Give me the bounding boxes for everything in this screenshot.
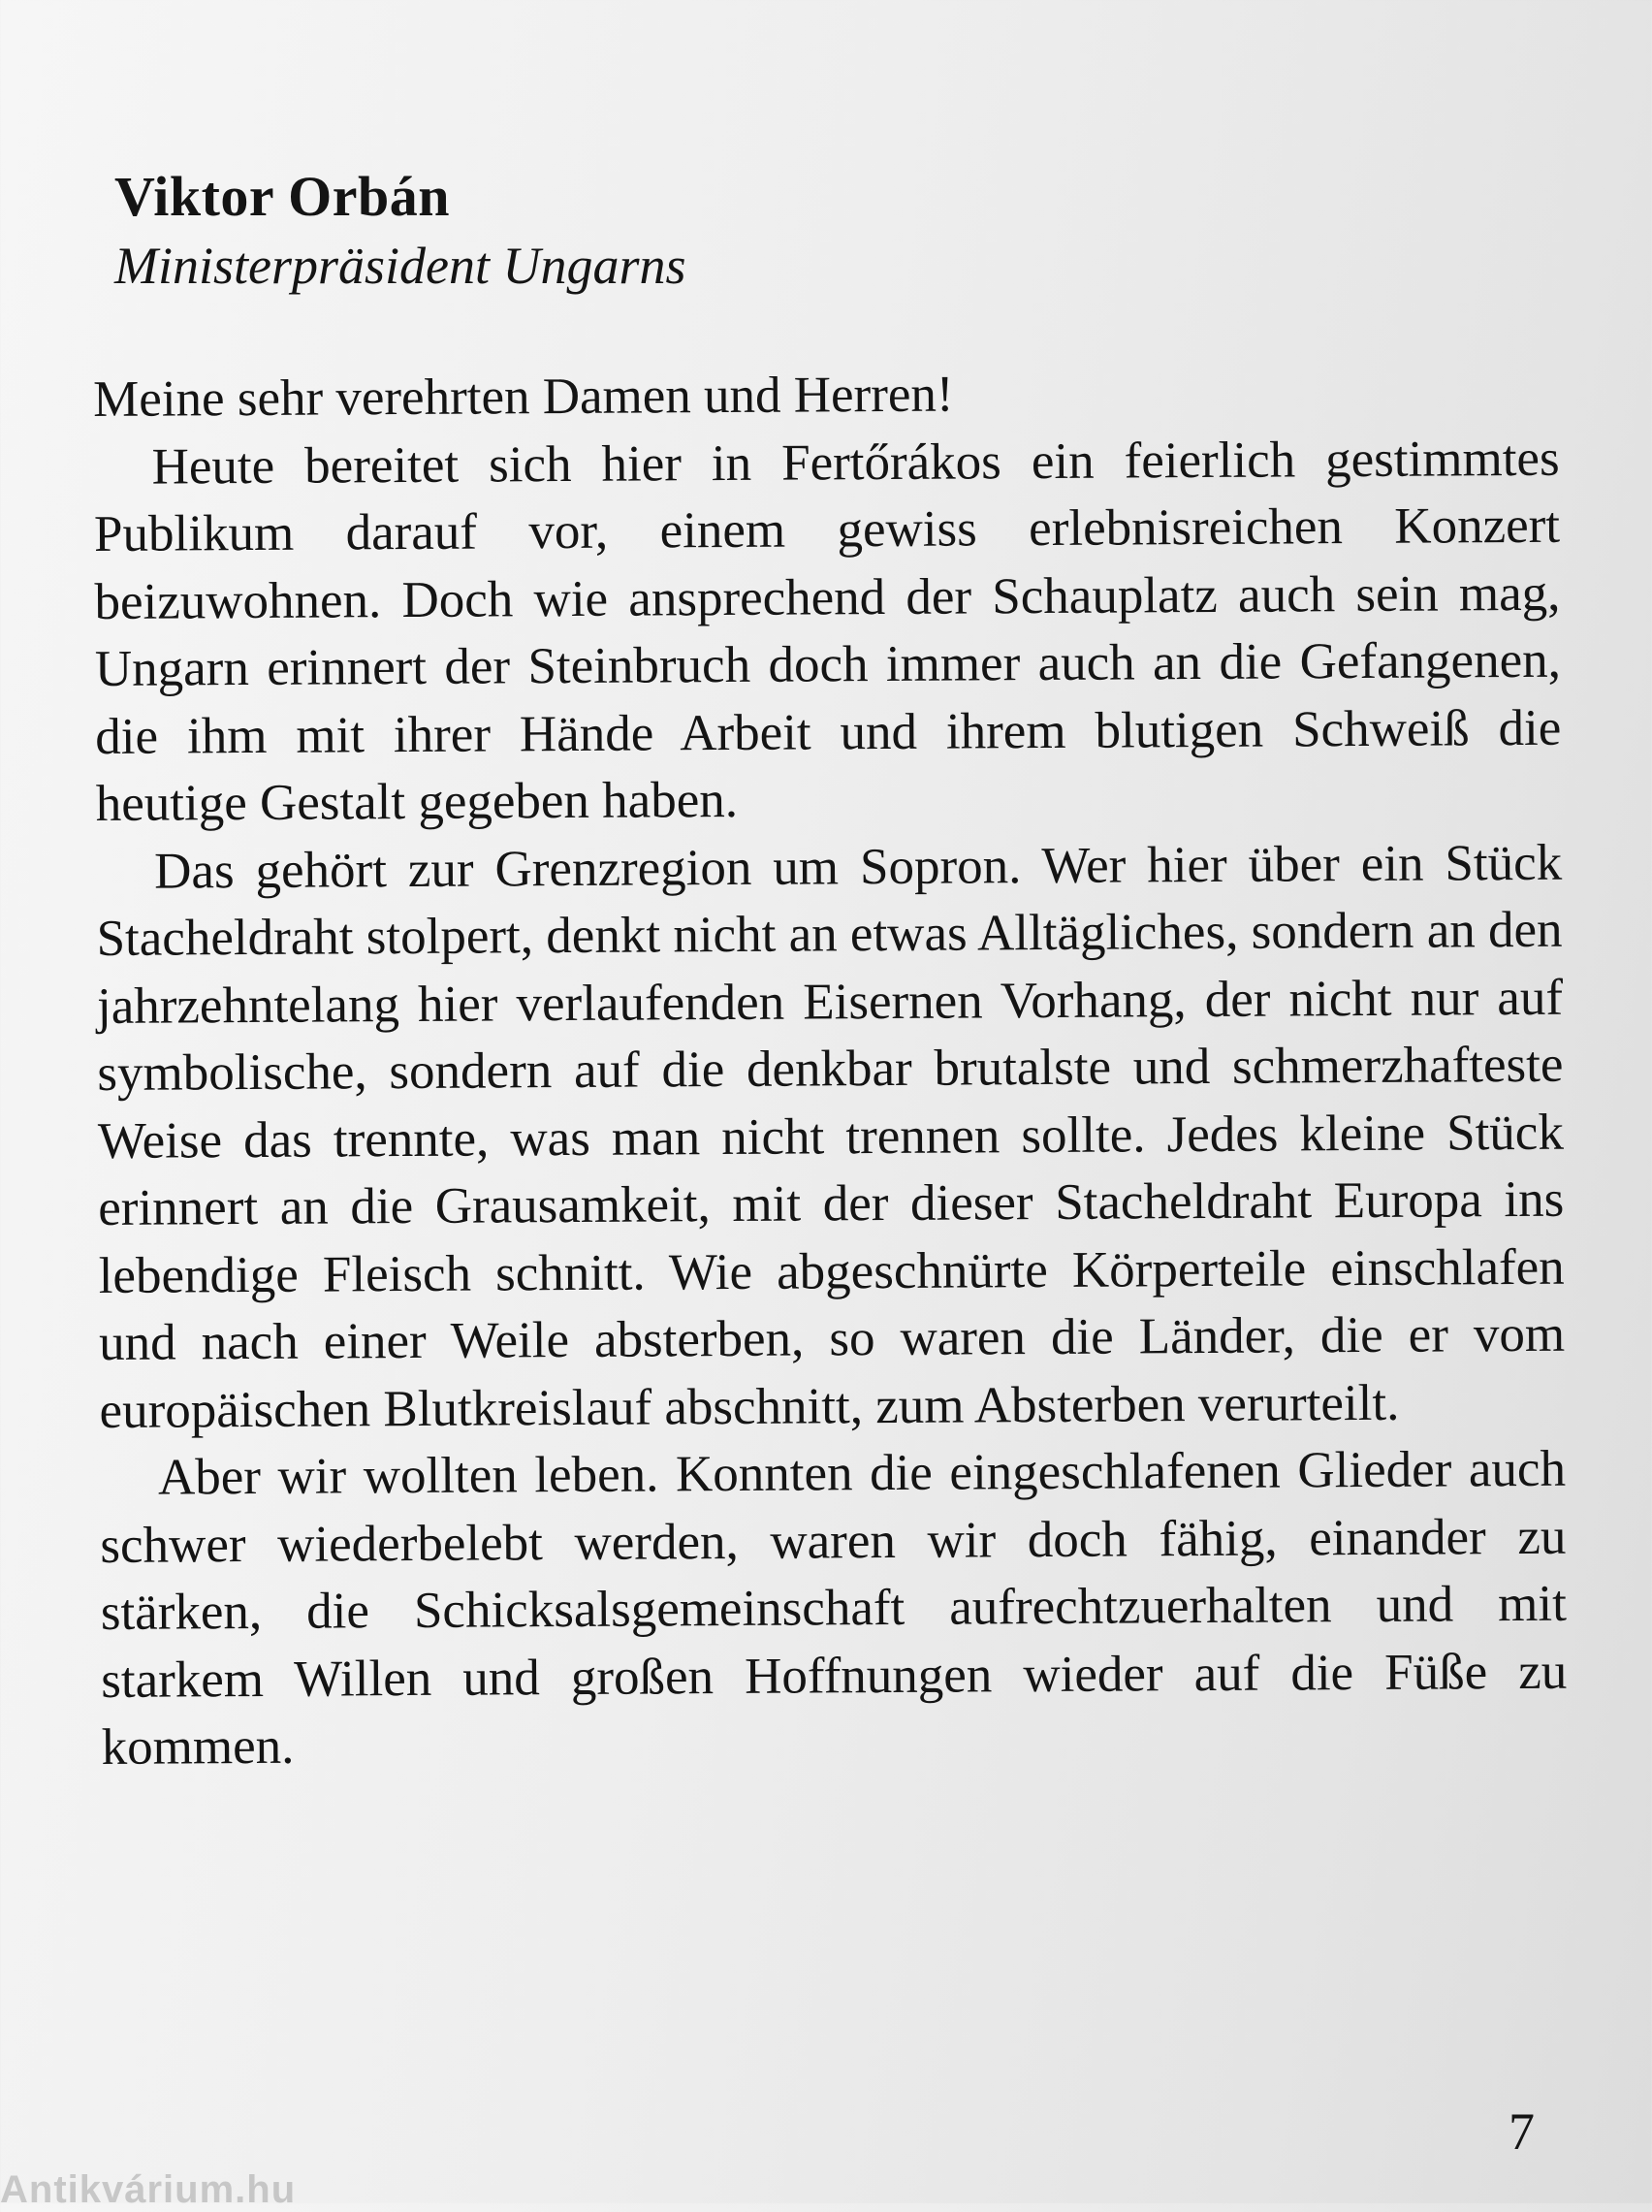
speaker-title: Ministerpräsident Ungarns [114,237,686,295]
page-number: 7 [1509,2102,1535,2161]
speaker-name: Viktor Orbán [114,165,450,228]
speaker-header [114,163,1549,299]
speech-paragraph-1: Heute bereitet sich hier in Fertőrákos ein feierlich gestimmtes Publikum darauf vor, einem gewiss erlebnisreichen Konzert beizuwohnen. Doch wie ansprechend der Schauplatz auch sein mag, Ungarn erinnert der Steinbruch doch immer auch an die Gefangenen, die ihm mit ihrer Hände Arbeit und ihrem blutigen Schweiß die heutige Gestalt gegeben haben. [93,430,1562,832]
speech-text [93,358,1568,1782]
speech-paragraph-2: Das gehört zur Grenzregion um Sopron. Wer hier über ein Stück Stacheldraht stolpert, denkt nicht an etwas Alltägliches, sondern an den jahrzehntelang hier verlaufenden Eisernen Vorhang, der nicht nur auf symbolische, sondern auf die denkbar brutalste und schmerzhafteste Weise das trennte, was man nicht trennen sollte. Jedes kleine Stück erinnert an die Grausamkeit, mit der dieser Stacheldraht Europa ins lebendige Fleisch schnitt. Wie abgeschnürte Körperteile einschlafen und nach einer Weile absterben, so waren die Länder, die er vom europäischen Blutkreislauf abschnitt, zum Absterben verurteilt. [96,834,1566,1439]
watermark-logo: Antikvárium.hu [0,2168,297,2211]
speech-paragraph-3: Aber wir wollten leben. Konnten die eingeschlafenen Glieder auch schwer wiederbelebt werden, waren wir doch fähig, einander zu stärken, die Schicksalsgemeinschaft aufrechtzuerhalten und mit starkem Willen und großen Hoffnungen wieder auf die Füße zu kommen. [100,1440,1568,1776]
speech-greeting: Meine sehr verehrten Damen und Herren! [93,366,954,428]
